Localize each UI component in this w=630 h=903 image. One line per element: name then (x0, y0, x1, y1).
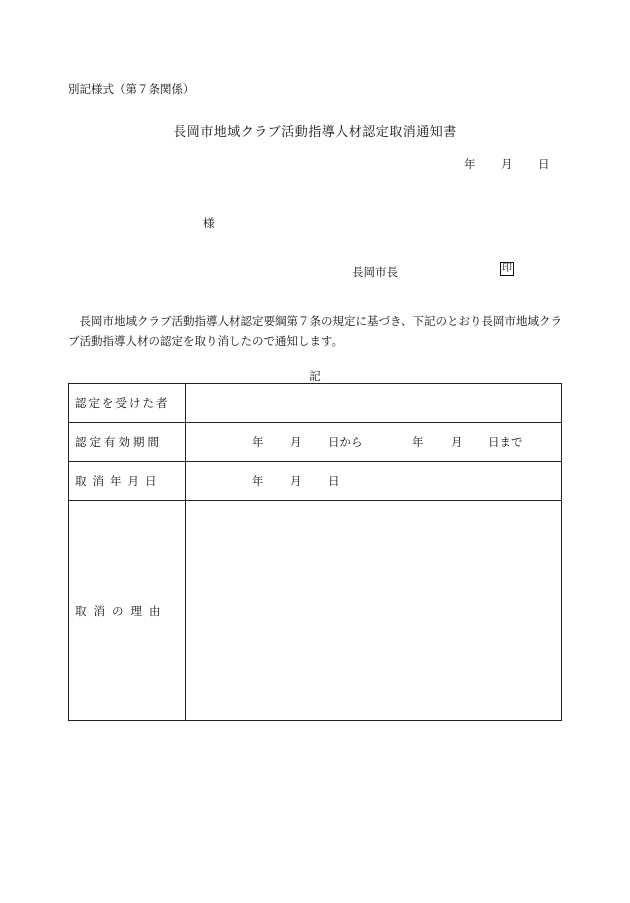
document-title: 長岡市地域クラブ活動指導人材認定取消通知書 (173, 125, 457, 140)
validity-period-field[interactable]: 年 月 日から 年 月 日まで (186, 423, 562, 462)
sender-name: 長岡市長 (352, 265, 398, 279)
date-month: 月 (501, 157, 513, 171)
table-row (69, 462, 562, 501)
date-year: 年 (464, 157, 476, 171)
date-day: 日 (538, 157, 550, 171)
cancel-date-field[interactable]: 年 月 日 (186, 462, 562, 501)
table-row (69, 501, 562, 721)
row-label-validity: 認定有効期間 (69, 423, 186, 462)
recipient-field[interactable] (186, 384, 562, 423)
table-row (69, 423, 562, 462)
row-label-recipient: 認定を受けた者 (69, 384, 186, 423)
seal-mark: 印 (502, 263, 512, 274)
notice-body: 長岡市地域クラブ活動指導人材認定要綱第７条の規定に基づき、下記のとおり長岡市地域クラブ活動指導人材の認定を取り消したので通知します。 (68, 314, 563, 348)
row-label-cancel-date: 取消年月日 (69, 462, 186, 501)
cancel-reason-field[interactable] (186, 501, 562, 721)
row-label-reason: 取消の理由 (69, 501, 186, 721)
recipient-honorific: 様 (203, 216, 215, 230)
ki-heading: 記 (309, 369, 321, 383)
form-label: 別記様式（第７条関係） (68, 82, 195, 96)
table-row (69, 384, 562, 423)
details-table (68, 383, 562, 721)
